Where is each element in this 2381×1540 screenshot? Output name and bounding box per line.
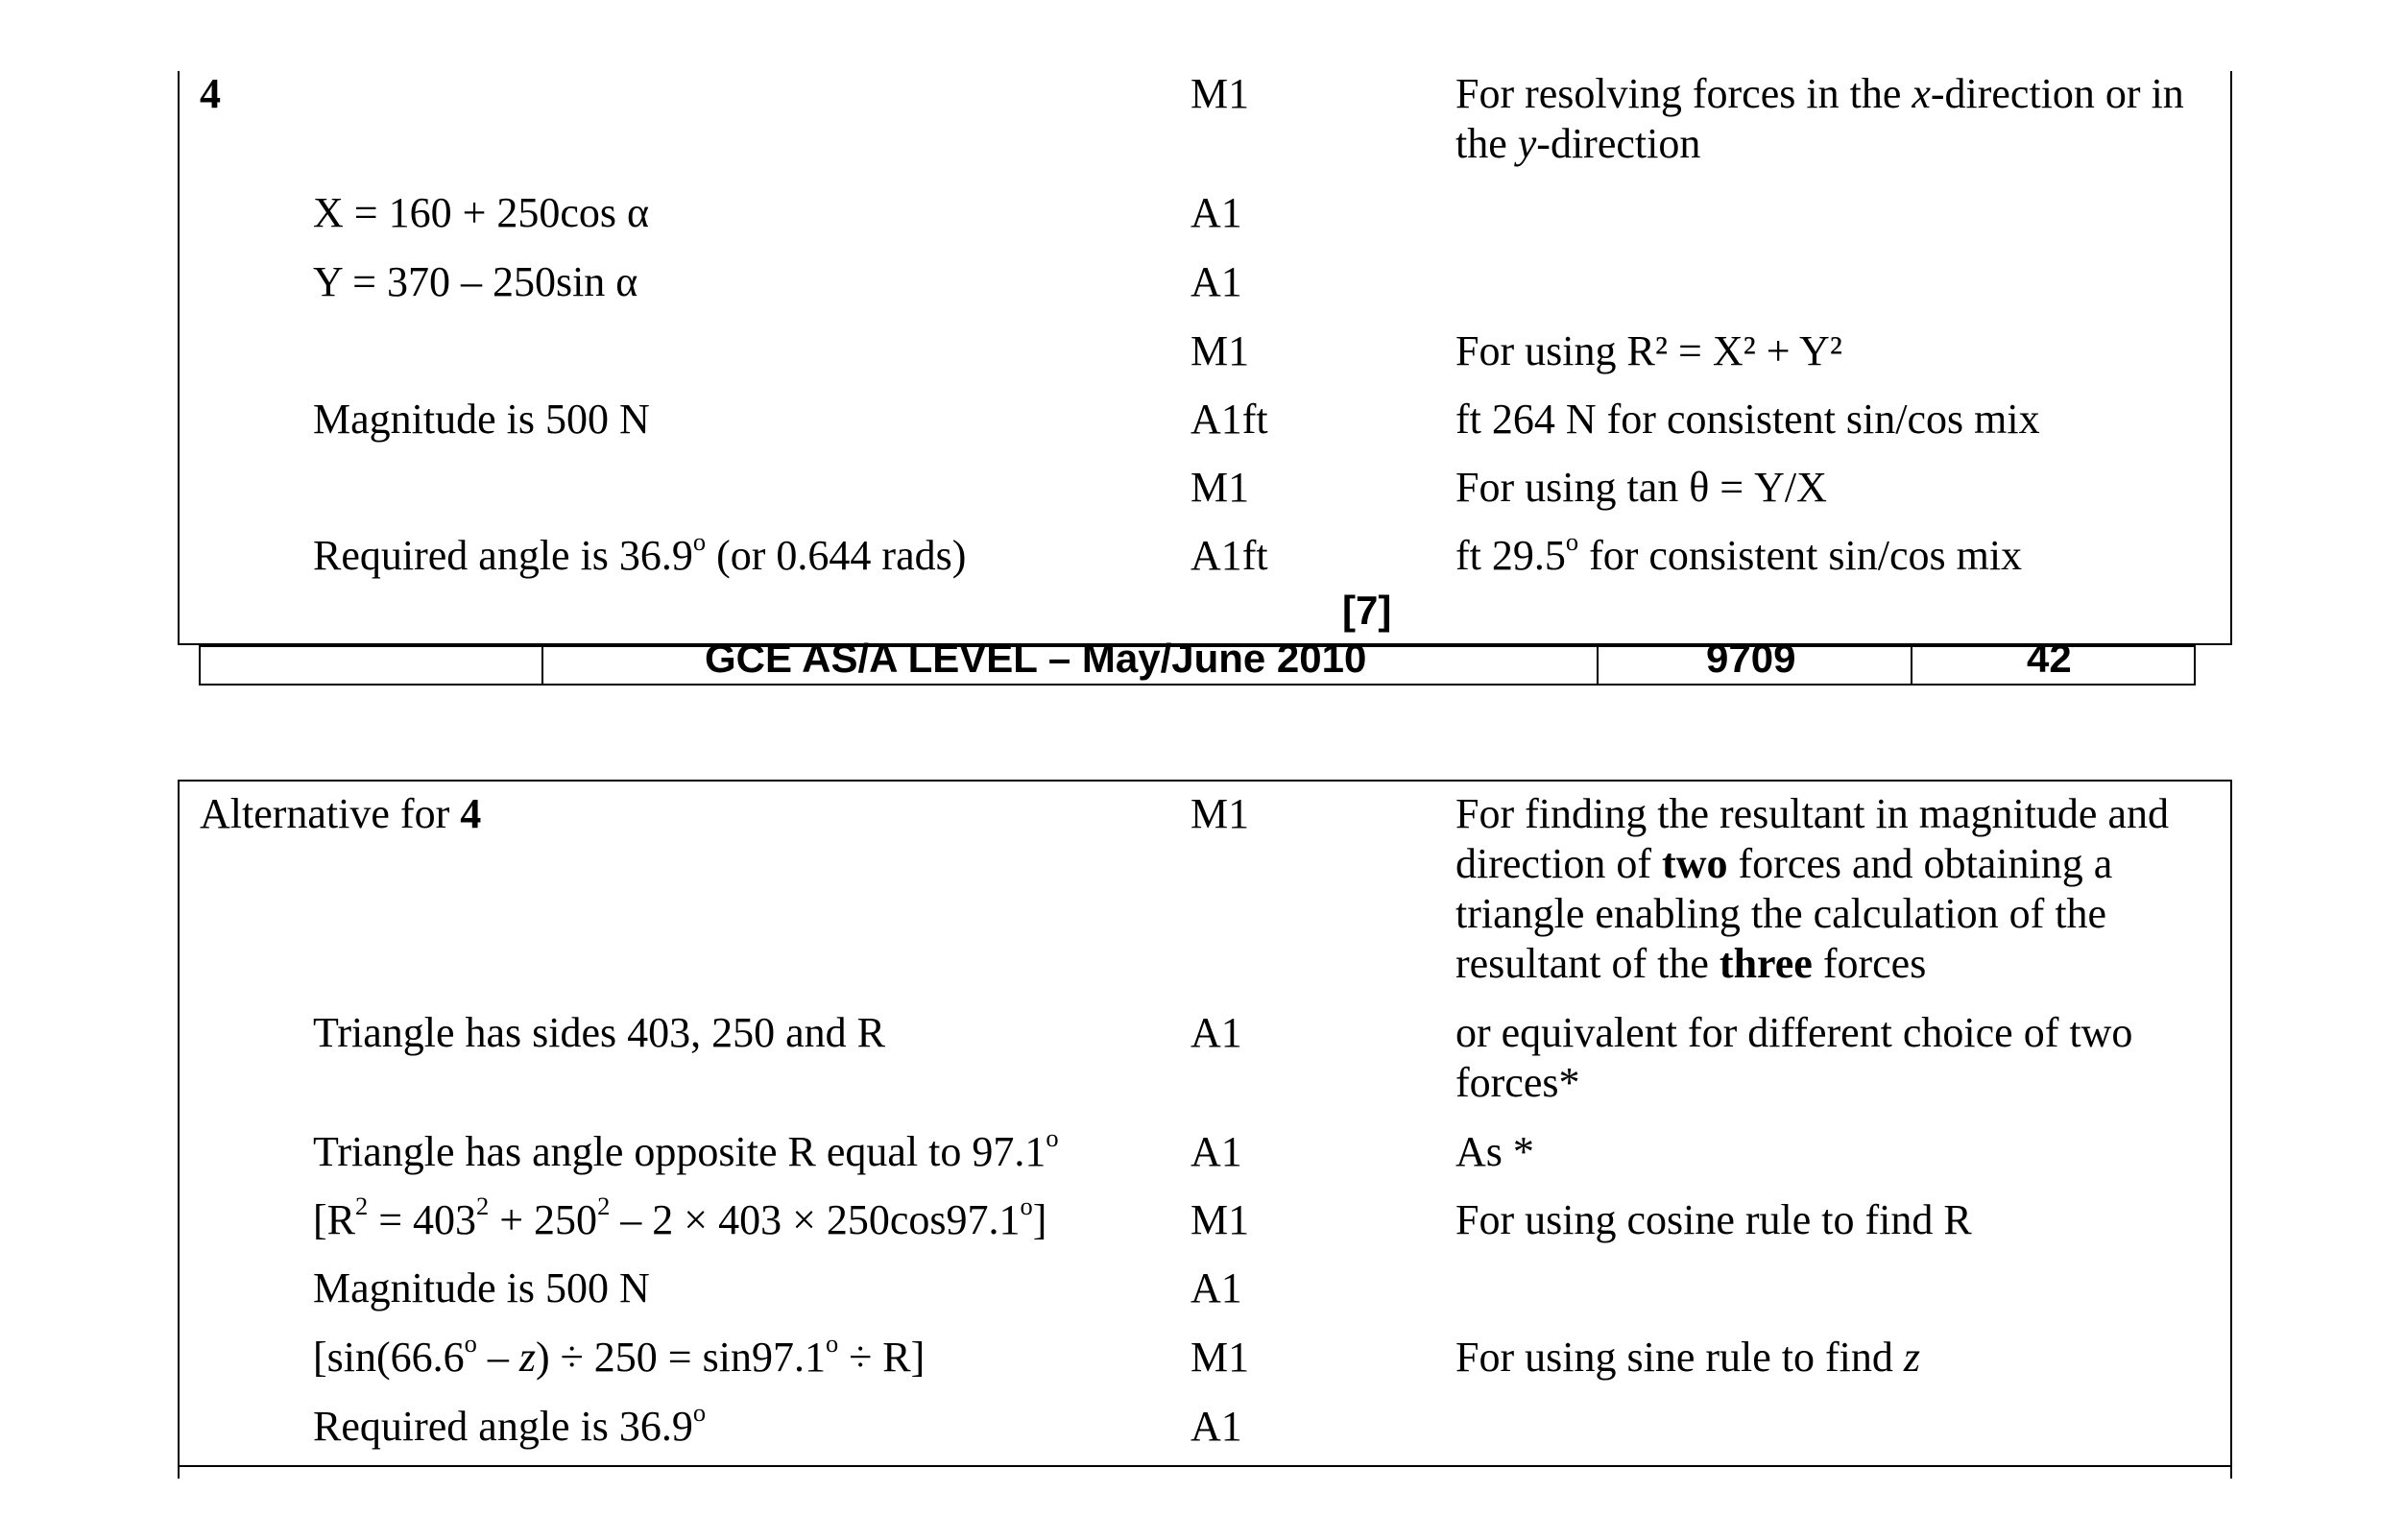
mark: A1 [1190,1264,1242,1311]
mark: A1ft [1190,396,1268,443]
footer-divider [1597,645,1599,686]
footer-divider [1911,645,1912,686]
working-line: $[\sin(66.6^o - z) \div 250 = \sin 97.1^o \div R]$ [313,1329,926,1381]
working-line: Y = 370 – 250sin α [313,258,638,305]
mark: A1 [1190,258,1242,305]
working-line: Magnitude is 500 N [313,1264,650,1311]
alt-box-bottom-border [178,1465,2232,1467]
guidance-note: ft 29.5$^o$ for consistent sin/cos mix [1455,527,2023,579]
guidance-note: For using R² = X² + Y² [1455,327,1842,374]
guidance-note: For resolving forces in the x-direction or in the y-direction [1455,70,2184,167]
mark: M1 [1190,464,1250,511]
working-line: Required angle is 36.9$^o$ [313,1398,707,1450]
mark: A1 [1190,1128,1242,1175]
working-line: Magnitude is 500 N [313,396,650,443]
syllabus-code: 9709 [1706,636,1796,681]
working-line: $[R^2 = 403^2 + 250^2 - 2 \times 403 \times 250\cos 97.1^o]$ [313,1191,1047,1243]
mark: M1 [1190,70,1250,117]
mark: M1 [1190,1196,1250,1243]
working-line: Triangle has sides 403, 250 and R [313,1009,886,1056]
mark: M1 [1190,1334,1250,1381]
working-line: Required angle is 36.9$^o$ (or 0.644 rads) [313,527,967,579]
guidance-note: As * [1455,1128,1534,1175]
footer-divider [199,645,201,686]
footer-divider [2194,645,2196,686]
guidance-note: or equivalent for different choice of two forces* [1455,1009,2133,1106]
mark: M1 [1190,790,1250,837]
alt-box-top-border [178,780,2232,782]
guidance-note: For using sine rule to find z [1455,1334,1920,1381]
box-left-border [178,71,180,645]
exam-session: GCE AS/A LEVEL – May/June 2010 [705,636,1367,681]
paper-number: 42 [2027,636,2072,681]
footer-divider [541,645,543,686]
total-marks: [7] [1342,588,1392,633]
guidance-note: ft 264 N for consistent sin/cos mix [1455,396,2040,443]
mark: M1 [1190,327,1250,374]
mark: A1ft [1190,532,1268,579]
working-line: Triangle has angle opposite R equal to 97.1$^o$ [313,1123,1059,1175]
mark: A1 [1190,189,1242,236]
alternative-title: Alternative for 4 [200,790,482,837]
guidance-note: For finding the resultant in magnitude and direction of two forces and obtaining a triangle enabling the calculation of the resultant of the three forces [1455,790,2169,987]
guidance-note: For using tan θ = Y/X [1455,464,1827,511]
working-line: X = 160 + 250cos α [313,189,650,236]
guidance-note: For using cosine rule to find R [1455,1196,1972,1243]
mark: A1 [1190,1009,1242,1056]
alt-box-right-border [2230,780,2232,1479]
footer-bottom-border [199,684,2196,686]
mark: A1 [1190,1403,1242,1450]
alt-box-left-border [178,780,180,1479]
box-right-border [2230,71,2232,645]
question-number: 4 [200,70,221,117]
